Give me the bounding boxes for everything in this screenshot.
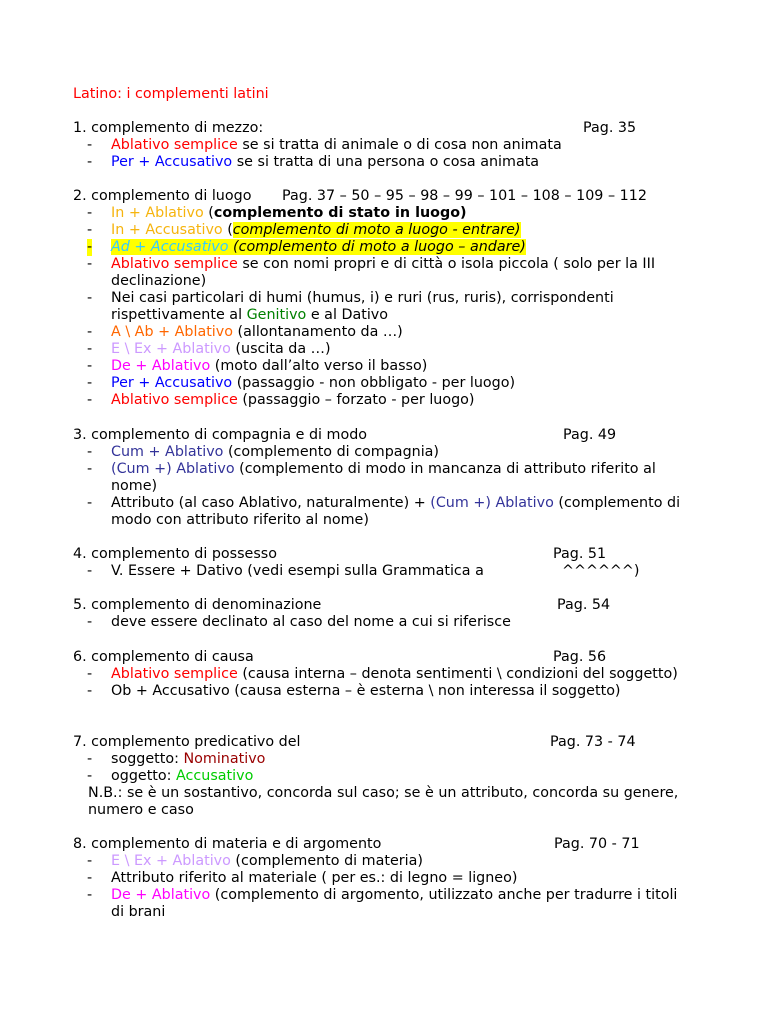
bullet-dash: - (87, 853, 93, 869)
rule-description: se si tratta di animale o di cosa non animata (237, 137, 562, 153)
bullet-dash: - (87, 137, 93, 153)
rule-description-bold: complemento di stato in luogo) (213, 205, 467, 221)
bullet-dash: - (87, 341, 93, 357)
rule-description: deve essere declinato al caso del nome a cui si riferisce (111, 614, 511, 630)
heading-text: 5. complemento di denominazione (73, 597, 322, 613)
rule-description: oggetto: (111, 768, 177, 784)
list-item (73, 205, 687, 222)
list-item (73, 256, 687, 290)
bullet-dash: - (87, 683, 93, 699)
case-rule: Ablativo semplice (111, 137, 238, 153)
heading-text: 2. complemento di luogo (73, 188, 252, 204)
bullet-dash: - (87, 324, 93, 340)
rule-description: Attributo (al caso Ablativo, naturalmente) + (111, 495, 431, 511)
section-mezzo (73, 120, 713, 171)
rule-description: se si tratta di una persona o cosa animata (232, 154, 540, 170)
rule-description: (complemento di modo in mancanza di attributo riferito al nome) (111, 461, 656, 494)
bullet-dash: - (87, 495, 93, 511)
case-rule: Ablativo semplice (111, 392, 238, 408)
page-reference: Pag. 73 - 74 (550, 734, 636, 750)
section-heading (73, 427, 713, 444)
section-luogo (73, 188, 713, 409)
case-rule: Ad + Accusativo (111, 239, 229, 255)
case-rule: Accusativo (176, 768, 254, 784)
list-item (73, 444, 687, 461)
bullet-dash: - (87, 375, 93, 391)
list-item (73, 137, 687, 154)
list-item (73, 461, 687, 495)
rule-description: ( (222, 222, 233, 238)
heading-text: 4. complemento di possesso (73, 546, 277, 562)
rule-description: Ob + Accusativo (causa esterna – è esterna \ non interessa il soggetto) (111, 683, 621, 699)
rule-description: (causa interna – denota sentimenti \ condizioni del soggetto) (237, 666, 678, 682)
rule-description: (moto dall’alto verso il basso) (210, 358, 428, 374)
bullet-dash: - (87, 887, 93, 903)
list-item (73, 870, 687, 887)
heading-text: 6. complemento di causa (73, 649, 254, 665)
list-item (73, 495, 687, 529)
section-predicativo (73, 734, 713, 819)
case-rule: In + Accusativo (111, 222, 223, 238)
page-reference: Pag. 51 (553, 546, 607, 562)
document-title: Latino: i complementi latini (73, 86, 269, 102)
list-item (73, 614, 687, 631)
list-item (73, 358, 687, 375)
bullet-dash: - (87, 358, 93, 374)
case-rule: E \ Ex + Ablativo (111, 853, 231, 869)
section-causa (73, 649, 713, 700)
section-heading (73, 188, 713, 205)
list-item (73, 666, 687, 683)
rule-description: Nei casi particolari di humi (humus, i) e ruri (rus, ruris), corrispondenti rispettivamente al (111, 290, 614, 323)
case-rule: De + Ablativo (111, 887, 211, 903)
rule-description: (passaggio – forzato - per luogo) (237, 392, 475, 408)
case-rule: In + Ablativo (111, 205, 204, 221)
heading-text: 3. complemento di compagnia e di modo (73, 427, 368, 443)
rule-description: Attributo riferito al materiale ( per es.: di legno = ligneo) (111, 870, 518, 886)
rule-description: se con nomi propri e di città o isola piccola ( solo per la III declinazione) (111, 256, 656, 289)
section-heading (73, 649, 713, 666)
list-item (73, 853, 687, 870)
list-item (73, 222, 687, 239)
list-item (73, 751, 687, 768)
rule-description: (complemento di modo con attributo riferito al nome) (111, 495, 681, 528)
rule-description: (uscita da …) (230, 341, 331, 357)
rule-description: ^^^^^^) (562, 563, 640, 579)
bullet-dash: - (87, 666, 93, 682)
rule-description: V. Essere + Dativo (vedi esempi sulla Grammatica a (111, 563, 484, 579)
list-item (73, 768, 687, 785)
bullet-dash: - (87, 392, 93, 408)
bullet-dash: - (87, 154, 93, 170)
rule-description: ( (203, 205, 214, 221)
bullet-dash: - (87, 461, 93, 477)
heading-text: 7. complemento predicativo del (73, 734, 301, 750)
case-rule: Cum + Ablativo (111, 444, 224, 460)
list-item (73, 324, 687, 341)
section-heading (73, 836, 713, 853)
list-item (73, 290, 687, 324)
section-heading (73, 546, 713, 563)
page-reference: Pag. 70 - 71 (554, 836, 640, 852)
section-heading (73, 597, 713, 614)
bullet-dash: - (87, 751, 93, 767)
rule-description: (complemento di materia) (230, 853, 423, 869)
case-rule: Ablativo semplice (111, 256, 238, 272)
bullet-dash: - (87, 205, 93, 221)
page-reference: Pag. 56 (553, 649, 607, 665)
rule-description: (passaggio - non obbligato - per luogo) (232, 375, 516, 391)
list-item (73, 375, 687, 392)
bullet-dash: - (87, 614, 93, 630)
section-heading (73, 120, 713, 137)
bullet-dash: - (87, 239, 93, 255)
page-reference: Pag. 35 (583, 120, 637, 136)
rule-description-highlighted: complemento di moto a luogo - entrare) (232, 222, 521, 238)
case-rule: E \ Ex + Ablativo (111, 341, 231, 357)
list-item (73, 887, 687, 921)
rule-description: (allontanamento da …) (232, 324, 403, 340)
case-rule: Ablativo semplice (111, 666, 238, 682)
case-rule: (Cum +) Ablativo (111, 461, 235, 477)
case-rule: Per + Accusativo (111, 375, 233, 391)
section-possesso (73, 546, 713, 580)
bullet-dash: - (87, 290, 93, 306)
bullet-dash: - (87, 870, 93, 886)
rule-description: soggetto: (111, 751, 184, 767)
list-item (73, 392, 687, 409)
bullet-dash: - (87, 256, 93, 272)
page-reference: Pag. 37 – 50 – 95 – 98 – 99 – 101 – 108 – 109 – 112 (282, 188, 647, 204)
list-item (73, 154, 687, 171)
case-rule: (Cum +) Ablativo (430, 495, 554, 511)
rule-description-highlighted: (complemento di moto a luogo – andare) (228, 239, 526, 255)
bullet-dash: - (87, 444, 93, 460)
list-item (73, 341, 687, 358)
section-denominazione (73, 597, 713, 631)
section-heading (73, 734, 713, 751)
list-item (73, 683, 687, 700)
page-reference: Pag. 54 (557, 597, 611, 613)
bullet-dash: - (87, 768, 93, 784)
rule-description: e al Dativo (306, 307, 389, 323)
list-item (73, 563, 687, 580)
rule-description: (complemento di argomento, utilizzato anche per tradurre i titoli di brani (111, 887, 678, 920)
heading-text: 8. complemento di materia e di argomento (73, 836, 382, 852)
case-rule: De + Ablativo (111, 358, 211, 374)
case-rule: Genitivo (246, 307, 307, 323)
section-compagnia-modo (73, 427, 713, 529)
bullet-dash: - (87, 563, 93, 579)
case-rule: Nominativo (183, 751, 266, 767)
list-item-highlighted (73, 239, 687, 256)
case-rule: Per + Accusativo (111, 154, 233, 170)
page-reference: Pag. 49 (563, 427, 617, 443)
bullet-dash: - (87, 222, 93, 238)
heading-text: 1. complemento di mezzo: (73, 120, 264, 136)
note: N.B.: se è un sostantivo, concorda sul caso; se è un attributo, concorda su genere, numero e caso (88, 785, 679, 818)
rule-description: (complemento di compagnia) (223, 444, 440, 460)
case-rule: A \ Ab + Ablativo (111, 324, 233, 340)
section-materia-argomento (73, 836, 713, 921)
